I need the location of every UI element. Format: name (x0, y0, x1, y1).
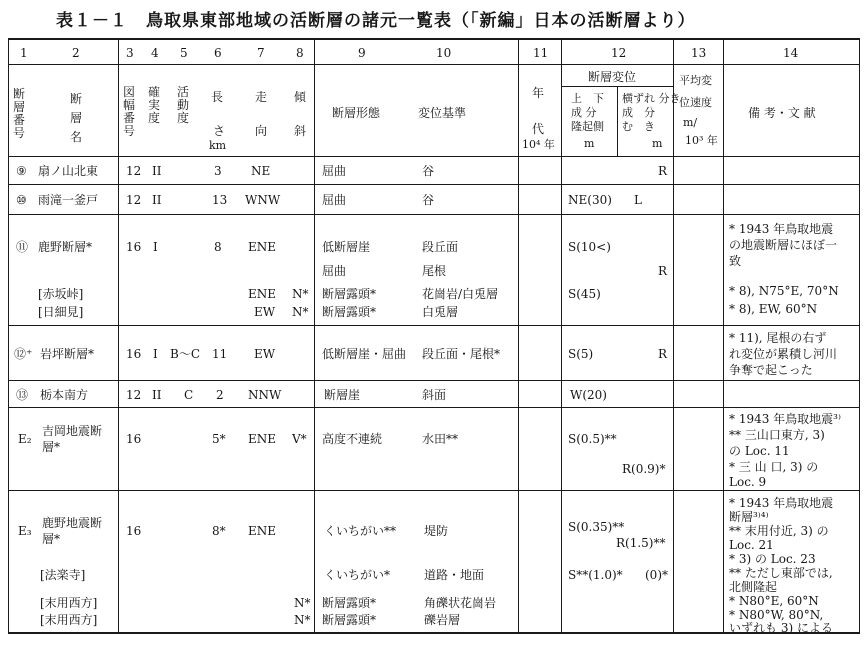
header-remarks: 備 考・文 献 (748, 106, 816, 120)
remark: れ変位が累積し河川 (729, 347, 838, 361)
displacement-reference: 道路・地面 (424, 568, 485, 582)
remark: ** 末用付近, 3) の (729, 524, 829, 538)
fault-name: 雨滝一釜戸 (38, 193, 99, 207)
fault-name: 層* (42, 440, 61, 454)
strike: NNW (248, 388, 282, 402)
fault-number: E₃ (18, 524, 32, 538)
fault-form: 高度不連続 (322, 432, 383, 446)
vertical-displacement: W(20) (570, 388, 607, 402)
fault-name: 吉岡地震断 (42, 424, 103, 438)
header-fault-name: 断 (70, 92, 83, 106)
fault-form: 断層露頭* (322, 287, 377, 301)
header-vertical: 上 下 (571, 92, 604, 105)
activity: C (184, 388, 194, 402)
strike: EW (254, 305, 276, 319)
fault-number: E₂ (18, 432, 32, 446)
displacement-side: L (634, 193, 642, 207)
remark: * N80°W, 80°N, (729, 608, 824, 622)
displacement-reference: 角礫状花崗岩 (424, 596, 497, 610)
strike: ENE (248, 240, 277, 254)
header-fault-name: 層 (70, 111, 83, 125)
column-number: 14 (783, 46, 799, 60)
header-avg-rate: 平均変 (679, 74, 712, 87)
remark: * N80°E, 60°N (729, 594, 819, 608)
displacement-reference: 段丘面・尾根* (422, 347, 501, 361)
column-number: 12 (611, 46, 627, 60)
sub-location: [赤坂峠] (38, 287, 84, 301)
dip: N* (294, 596, 311, 610)
column-number: 5 (180, 46, 188, 60)
remark: の地震断層にほぼ一 (729, 238, 838, 252)
map-number: 16 (126, 240, 142, 254)
header-age: 代 (532, 122, 545, 136)
displacement-side: R (658, 164, 668, 178)
remark: Loc. 9 (729, 475, 767, 489)
fault-name: 鹿野地震断 (42, 516, 103, 530)
header-length: 長 (211, 90, 224, 104)
remark: * 三 山 口, 3) の (729, 460, 819, 474)
length: 11 (212, 347, 228, 361)
fault-form: 断層露頭* (322, 305, 377, 319)
map-number: 12 (126, 388, 142, 402)
fault-name: 扇ノ山北東 (38, 164, 99, 178)
certainty: I (153, 240, 158, 254)
header-displacement-reference: 変位基準 (418, 106, 467, 120)
header-fault-name: 名 (70, 130, 83, 144)
horizontal-displacement: R(0.9)* (622, 462, 666, 476)
vertical-displacement: NE(30) (568, 193, 612, 207)
header-avg-rate: 位速度 (679, 96, 712, 109)
column-number: 6 (214, 46, 222, 60)
dip: N* (294, 613, 311, 627)
remark: * 1943 年鳥取地震³⁾ (729, 412, 841, 426)
vertical-displacement: S(0.35)** (568, 520, 625, 534)
header-avg-rate-unit: 10³ 年 (685, 134, 718, 147)
header-dip: 傾 (294, 90, 307, 104)
header-fault-displacement: 断層変位 (588, 70, 637, 84)
column-number: 2 (72, 46, 80, 60)
remark: 争奪で起こった (729, 363, 813, 377)
activity: B～C (170, 347, 201, 361)
column-number: 9 (358, 46, 366, 60)
header-horizontal: む き (622, 120, 655, 133)
column-number: 13 (691, 46, 707, 60)
remark: 断層³⁾⁴⁾ (729, 510, 769, 524)
vertical-displacement: S(45) (568, 287, 601, 301)
vertical-displacement: S(10<) (568, 240, 611, 254)
displacement-reference: 花崗岩/白兎層 (422, 287, 499, 301)
dip: N* (292, 305, 309, 319)
header-vertical: 成 分 (571, 106, 597, 119)
header-age-unit: 10⁴ 年 (522, 138, 555, 151)
header-map-number: 図幅番号 (122, 85, 135, 138)
fault-number: ⑩ (16, 193, 27, 207)
displacement-reference: 斜面 (422, 388, 447, 402)
header-horizontal-unit: m (652, 137, 663, 150)
remark: * 11), 尾根の右ず (729, 331, 827, 345)
displacement-side: R (658, 264, 668, 278)
remark: いずれも 3) による (729, 621, 833, 635)
displacement-reference: 白兎層 (422, 305, 459, 319)
sub-location: [日細見] (38, 305, 84, 319)
table-title: 表１－１ 鳥取県東部地域の活断層の諸元一覧表（「新編」日本の活断層より） (56, 11, 696, 31)
strike: WNW (245, 193, 281, 207)
certainty: II (152, 388, 162, 402)
horizontal-displacement: R(1.5)** (616, 536, 666, 550)
vertical-displacement: S(0.5)** (568, 432, 617, 446)
fault-form: 断層露頭* (322, 613, 377, 627)
remark: の Loc. 11 (729, 444, 790, 458)
fault-number: ⑨ (16, 164, 27, 178)
remark: * 1943 年鳥取地震 (729, 222, 834, 236)
sub-location: [末用西方] (40, 613, 98, 627)
fault-form: くいちがい* (324, 568, 391, 582)
fault-form: 断層崖 (324, 388, 361, 402)
strike: NE (251, 164, 271, 178)
remark: * 1943 年鳥取地震 (729, 496, 834, 510)
header-horizontal: 横ずれ 分き (622, 92, 681, 105)
header-avg-rate-unit: m/ (683, 116, 698, 129)
fault-number: ⑬ (16, 388, 29, 402)
fault-name: 栃本南方 (40, 388, 89, 402)
strike: ENE (248, 432, 277, 446)
horizontal-displacement: (0)* (645, 568, 668, 582)
header-length-unit: km (209, 139, 227, 152)
length: 8 (214, 240, 222, 254)
strike: ENE (248, 524, 277, 538)
fault-form: 屈曲 (322, 164, 347, 178)
dip: N* (292, 287, 309, 301)
certainty: II (152, 193, 162, 207)
displacement-reference: 谷 (422, 164, 435, 178)
fault-form: くいちがい** (324, 524, 397, 538)
header-strike: 向 (255, 124, 268, 138)
length: 5* (212, 432, 226, 446)
remark: * 8), N75°E, 70°N (729, 284, 839, 298)
header-horizontal: 成 分 (622, 106, 655, 119)
sub-location: [法楽寺] (40, 568, 86, 582)
remark: ** 三山口東方, 3) (729, 428, 825, 442)
column-number: 7 (257, 46, 265, 60)
fault-name: 岩坪断層* (40, 347, 95, 361)
vertical-displacement: S**(1.0)* (568, 568, 623, 582)
map-number: 12 (126, 164, 142, 178)
map-number: 16 (126, 432, 142, 446)
length: 13 (212, 193, 228, 207)
remark: Loc. 21 (729, 538, 774, 552)
header-dip: 斜 (294, 124, 307, 138)
fault-form: 低断層崖 (322, 240, 371, 254)
remark: 北側隆起 (729, 580, 778, 594)
column-number: 4 (151, 46, 159, 60)
displacement-reference: 谷 (422, 193, 435, 207)
length: 8* (212, 524, 226, 538)
header-strike: 走 (255, 90, 268, 104)
map-number: 16 (126, 347, 142, 361)
length: 2 (216, 388, 224, 402)
certainty: II (152, 164, 162, 178)
header-certainty: 確実度 (147, 85, 160, 125)
remark: 致 (729, 254, 742, 268)
header-activity: 活動度 (176, 85, 189, 125)
column-number: 11 (533, 46, 549, 60)
header-fault-number: 断層番号 (12, 87, 25, 140)
map-number: 12 (126, 193, 142, 207)
displacement-reference: 段丘面 (422, 240, 459, 254)
strike: EW (254, 347, 276, 361)
header-vertical-unit: m (584, 137, 595, 150)
sub-location: [末用西方] (40, 596, 98, 610)
vertical-displacement: S(5) (568, 347, 594, 361)
column-number: 3 (126, 46, 134, 60)
column-number: 10 (436, 46, 452, 60)
header-vertical: 隆起側 (571, 120, 604, 133)
fault-form: 低断層崖・屈曲 (322, 347, 407, 361)
remark: * 8), EW, 60°N (729, 302, 818, 316)
fault-number: ⑪ (16, 240, 29, 254)
remark: * 3) の Loc. 23 (729, 552, 816, 566)
certainty: I (153, 347, 158, 361)
fault-name: 層* (42, 532, 61, 546)
strike: ENE (248, 287, 277, 301)
fault-form: 屈曲 (322, 193, 347, 207)
length: 3 (214, 164, 222, 178)
remark: ** ただし東部では, (729, 566, 833, 580)
displacement-reference: 水田** (422, 432, 459, 446)
header-length: さ (213, 124, 226, 138)
header-age: 年 (532, 86, 545, 100)
displacement-reference: 尾根 (422, 264, 447, 278)
fault-name: 鹿野断層* (38, 240, 93, 254)
displacement-side: R (658, 347, 668, 361)
dip: V* (292, 432, 307, 446)
column-number: 8 (296, 46, 304, 60)
fault-number: ⑫⁺ (14, 347, 33, 361)
column-number: 1 (20, 46, 28, 60)
displacement-reference: 堤防 (424, 524, 449, 538)
displacement-reference: 礫岩層 (424, 613, 461, 627)
fault-form: 断層露頭* (322, 596, 377, 610)
map-number: 16 (126, 524, 142, 538)
header-fault-form: 断層形態 (332, 106, 381, 120)
fault-form: 屈曲 (322, 264, 347, 278)
